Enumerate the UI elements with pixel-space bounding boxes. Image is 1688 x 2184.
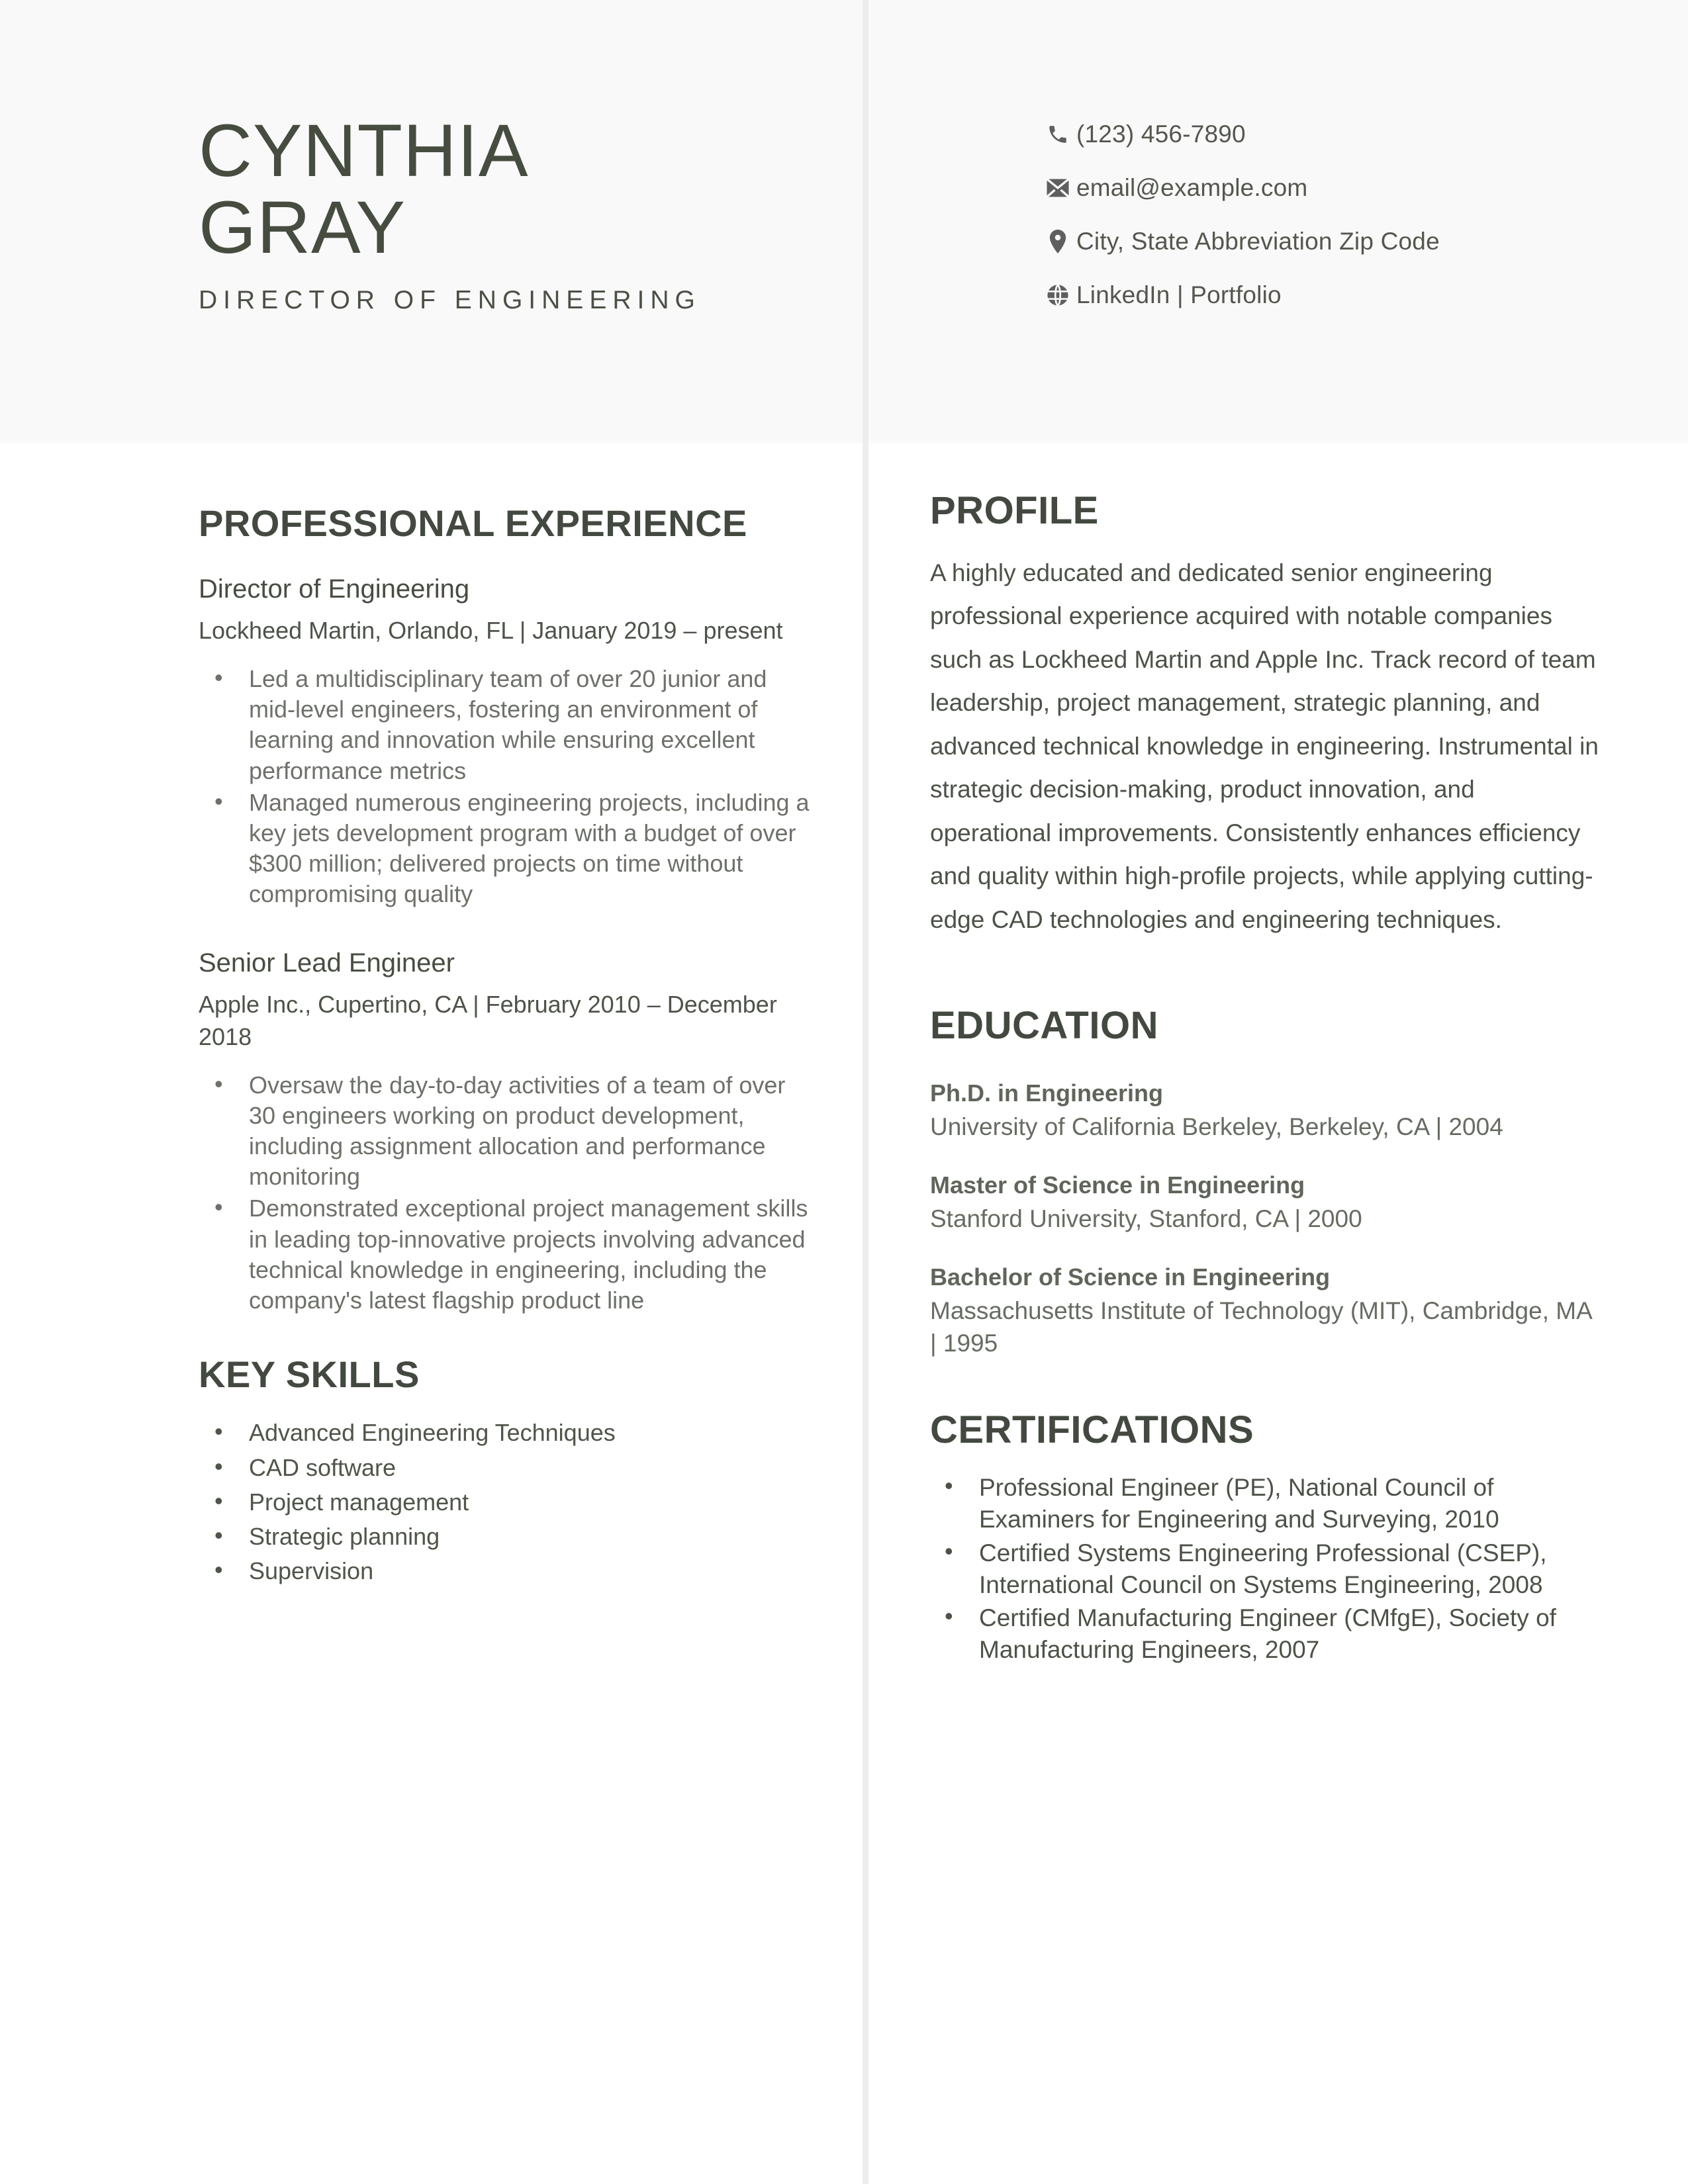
list-item: • Oversaw the day-to-day activities of a team of over 30 engineers working on product development, including assignment allocation and performance monitoring [199, 1070, 814, 1192]
left-column [199, 503, 814, 1590]
education-heading: EDUCATION [930, 1004, 1158, 1048]
right-column [930, 490, 1599, 1667]
key-skills-heading: KEY SKILLS [199, 1353, 420, 1395]
experience-title: Senior Lead Engineer [199, 948, 455, 978]
experience-entry [199, 572, 814, 909]
profile-text: A highly educated and dedicated senior engineering professional experience acquired with notable companies such as Lockheed Martin and Apple Inc. Track record of team leadership, project management, strategic planning, and advanced technical knowledge in engineering. Instrumental in strategic decision-making, product innovation, and operational improvements. Consistently enhances efficiency and quality within high-profile projects, while applying cutting-edge CAD technologies and engineering techniques. [930, 559, 1599, 933]
key-skills-list [199, 1418, 814, 1586]
experience-bullets [199, 664, 814, 909]
education-degree: Master of Science in Engineering [930, 1171, 1305, 1199]
list-item: • Supervision [199, 1556, 814, 1586]
list-item: • Strategic planning [199, 1522, 814, 1552]
list-item: • Demonstrated exceptional project management skills in leading top-innovative projects involving advanced technical knowledge in engineering, including the company's latest flagship product line [199, 1193, 814, 1315]
education-school: Stanford University, Stanford, CA | 2000 [930, 1205, 1362, 1232]
education-school: Massachusetts Institute of Technology (MIT), Cambridge, MA | 1995 [930, 1297, 1591, 1357]
spacer [930, 1360, 1599, 1409]
last-name: GRAY [199, 186, 406, 269]
list-item: • CAD software [199, 1453, 814, 1483]
list-item: • Led a multidisciplinary team of over 20 junior and mid-level engineers, fostering an environment of learning and innovation while ensuring excellent performance metrics [199, 664, 814, 786]
education-degree: Ph.D. in Engineering [930, 1079, 1164, 1107]
certifications-list [930, 1472, 1599, 1666]
experience-entry [199, 946, 814, 1316]
list-item: • Managed numerous engineering projects, including a key jets development program with a budget of over $300 million; delivered projects on time without compromising quality [199, 788, 814, 909]
contact-links-text: LinkedIn | Portfolio [1076, 281, 1282, 308]
contact-email[interactable] [1039, 161, 1655, 214]
contact-location[interactable] [1039, 214, 1655, 268]
experience-bullets [199, 1070, 814, 1316]
education-degree: Bachelor of Science in Engineering [930, 1263, 1331, 1291]
list-item: • Advanced Engineering Techniques [199, 1418, 814, 1448]
list-item: • Professional Engineer (PE), National Council of Examiners for Engineering and Surveying, 2010 [930, 1472, 1599, 1535]
contact-email-text: email@example.com [1076, 173, 1308, 201]
first-name: CYNTHIA [199, 109, 529, 192]
profile-heading: PROFILE [930, 489, 1099, 532]
experience-meta: Lockheed Martin, Orlando, FL | January 2019 – present [199, 616, 783, 644]
contact-list [1039, 107, 1655, 322]
spacer [930, 941, 1599, 1005]
phone-icon [1039, 123, 1076, 146]
contact-phone[interactable] [1039, 107, 1655, 161]
column-divider [863, 0, 868, 2184]
list-item: • Certified Systems Engineering Professional (CSEP), International Council on Systems Engineering, 2008 [930, 1537, 1599, 1601]
contact-phone-text: (123) 456-7890 [1076, 120, 1246, 148]
list-item: • Certified Manufacturing Engineer (CMfgE), Society of Manufacturing Engineers, 2007 [930, 1602, 1599, 1666]
contact-location-text: City, State Abbreviation Zip Code [1076, 227, 1440, 255]
header-identity [199, 109, 827, 317]
certifications-heading: CERTIFICATIONS [930, 1408, 1254, 1452]
location-pin-icon [1039, 230, 1076, 253]
spacer [199, 1317, 814, 1354]
globe-icon [1039, 284, 1076, 306]
experience-meta: Apple Inc., Cupertino, CA | February 2010 – December 2018 [199, 990, 777, 1050]
envelope-icon [1039, 178, 1076, 198]
header-job-title: DIRECTOR OF ENGINEERING [199, 285, 701, 314]
education-entry [930, 1262, 1599, 1361]
education-entry [930, 1170, 1599, 1236]
professional-experience-heading: PROFESSIONAL EXPERIENCE [199, 502, 747, 544]
education-school: University of California Berkeley, Berkeley, CA | 2004 [930, 1113, 1503, 1141]
education-entry [930, 1078, 1599, 1144]
list-item: • Project management [199, 1487, 814, 1518]
contact-links[interactable] [1039, 268, 1655, 322]
experience-title: Director of Engineering [199, 574, 470, 604]
